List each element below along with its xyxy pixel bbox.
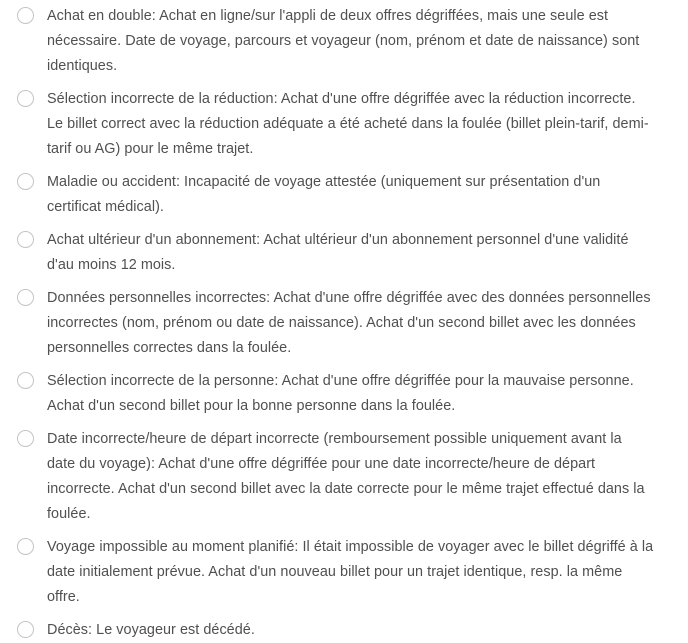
label-line: Date incorrecte/heure de départ incorrecte (remboursement possible uniquement avant la [47,431,622,447]
label-line: nécessaire. Date de voyage, parcours et voyageur (nom, prénom et date de naissance) sont [47,33,640,49]
reason-option-death[interactable] [0,618,688,638]
option-label [47,170,683,220]
label-line: Achat ultérieur d'un abonnement: Achat ultérieur d'un abonnement personnel d'une validité [47,232,629,248]
option-label [47,87,683,162]
label-line: identiques. [47,58,118,74]
label-line: certificat médical). [47,199,164,215]
option-label [47,286,683,361]
label-line: Voyage impossible au moment planifié: Il était impossible de voyager avec le billet dégriffé à la [47,539,654,555]
reason-option-wrong-personal-data[interactable] [0,286,688,362]
label-line: incorrecte. Achat d'un second billet avec la date correcte pour le même trajet effectué dans la [47,481,645,497]
option-label [47,618,683,643]
label-line: incorrectes (nom, prénom ou date de naissance). Achat d'un second billet avec les données [47,315,636,331]
radio-button[interactable] [17,372,34,389]
label-line: d'au moins 12 mois. [47,257,176,273]
label-line: Le billet correct avec la réduction adéquate a été acheté dans la foulée (billet plein-tarif, demi- [47,116,649,132]
label-line: Sélection incorrecte de la personne: Achat d'une offre dégriffée pour la mauvaise personne. [47,373,634,389]
reason-option-illness-accident[interactable] [0,170,688,221]
label-line: tarif ou AG) pour le même trajet. [47,141,254,157]
reason-option-wrong-date-time[interactable] [0,427,688,528]
option-label [47,228,683,278]
label-line: offre. [47,589,80,605]
reason-option-double-purchase[interactable] [0,4,688,80]
label-line: Données personnelles incorrectes: Achat d'une offre dégriffée avec des données personnelles [47,290,651,306]
label-line: date initialement prévue. Achat d'un nouveau billet pour un trajet identique, resp. la même [47,564,623,580]
radio-button[interactable] [17,289,34,306]
radio-button[interactable] [17,7,34,24]
radio-button[interactable] [17,430,34,447]
reason-option-wrong-discount[interactable] [0,87,688,163]
radio-button[interactable] [17,173,34,190]
option-label [47,427,683,527]
radio-button[interactable] [17,90,34,107]
option-label [47,369,683,419]
label-line: Sélection incorrecte de la réduction: Achat d'une offre dégriffée avec la réduction incorrecte. [47,91,636,107]
label-line: Maladie ou accident: Incapacité de voyage attestée (uniquement sur présentation d'un [47,174,601,190]
radio-button[interactable] [17,538,34,555]
option-label [47,4,683,79]
label-line: Achat en double: Achat en ligne/sur l'appli de deux offres dégriffées, mais une seule est [47,8,609,24]
label-line: foulée. [47,506,91,522]
radio-button[interactable] [17,231,34,248]
label-line: Achat d'un second billet pour la bonne personne dans la foulée. [47,398,456,414]
radio-button[interactable] [17,621,34,638]
label-line: personnelles correctes dans la foulée. [47,340,292,356]
reason-option-subscription-purchase[interactable] [0,228,688,279]
option-label [47,535,683,610]
label-line: Décès: Le voyageur est décédé. [47,622,255,638]
reason-option-travel-impossible[interactable] [0,535,688,611]
label-line: date du voyage): Achat d'une offre dégriffée pour une date incorrecte/heure de départ [47,456,596,472]
reason-option-wrong-person[interactable] [0,369,688,420]
